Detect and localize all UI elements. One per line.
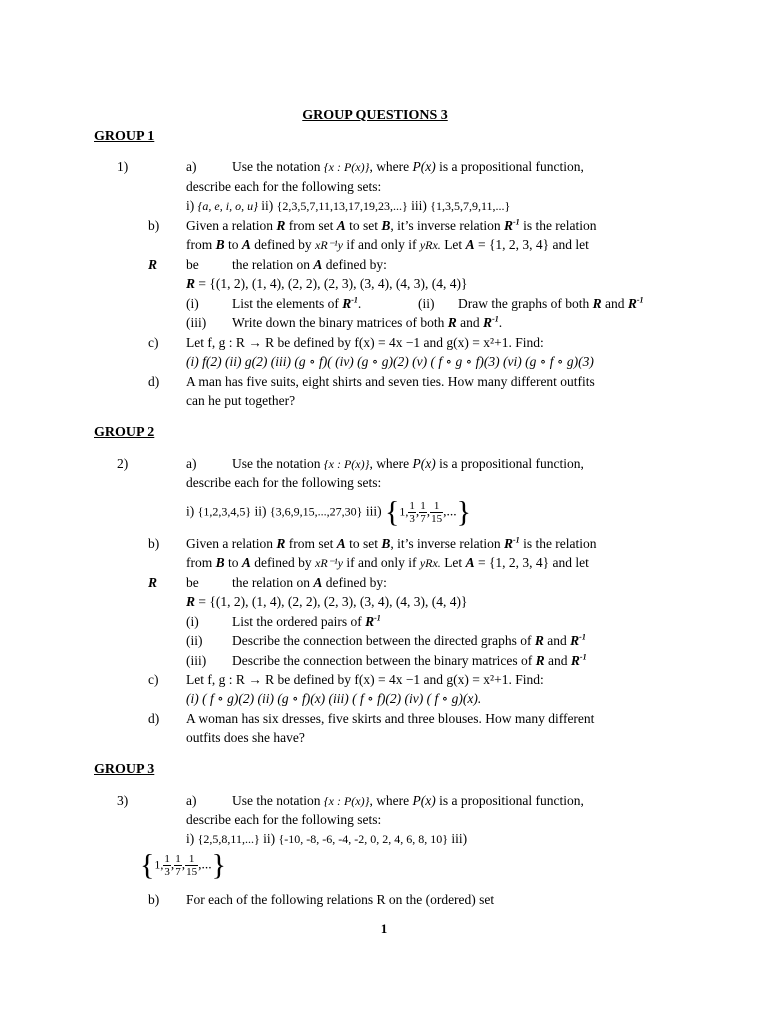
question-2b-relation: R = {(1, 2), (1, 4), (2, 2), (2, 3), (3, 4), (4, 3), (4, 4)} — [186, 594, 468, 609]
question-1d-line2: can he put together? — [186, 393, 296, 408]
page-number: 1 — [380, 921, 388, 936]
part-label: a) — [186, 159, 197, 174]
question-3a-line1: 3) a) Use the notation {x : P(x)}, where P(x) is a propositional function, — [117, 793, 584, 808]
question-1b-relation: R = {(1, 2), (1, 4), (2, 2), (2, 3), (3, 4), (4, 3), (4, 4)} — [186, 276, 468, 291]
question-1d-line1: d) A man has five suits, eight shirts and seven ties. How many different outfits — [148, 374, 595, 389]
question-2d-line2: outfits does she have? — [186, 730, 305, 745]
question-2b-line2: from B to A defined by xR⁻¹y if and only if yRx. Let A = {1, 2, 3, 4} and let — [186, 555, 589, 570]
question-1b-line3: R be the relation on A defined by: — [148, 257, 387, 272]
question-1b-line2: from B to A defined by xR⁻¹y if and only if yRx. Let A = {1, 2, 3, 4} and let — [186, 237, 589, 252]
group-2-heading: GROUP 2 — [94, 425, 155, 440]
question-2d-line1: d) A woman has six dresses, five skirts and three blouses. How many different — [148, 711, 595, 726]
question-2b-line1: b) Given a relation R from set A to set B, it’s inverse relation $R^{-1}$ is the relation — [148, 535, 597, 551]
question-1c-line2: (i) f(2) (ii) g(2) (iii) (g ∘ f)( (iv) (g ∘ g)(2) (v) ( f ∘ g ∘ f)(3) (vi) (g ∘ f ∘ g)(3) — [186, 354, 594, 369]
question-1a-line1 — [0, 157, 768, 177]
question-1a-sets: i) {a, e, i, o, u} ii) {2,3,5,7,11,13,17,19,23,...} iii) {1,3,5,7,9,11,...} — [186, 198, 511, 213]
question-2a-sets: i) {1,2,3,4,5} ii) {3,6,9,15,...,27,30} iii) {1, $\frac{1}{3}$ , $\frac{1}{7}$ , $\frac{1}{15}$ ,...} — [186, 495, 471, 529]
question-1c-line1: c) Let f, g : R → R be defined by f(x) = 4x −1 and g(x) = x²+1. Find: — [148, 335, 544, 350]
question-1b-line1: b) Given a relation R from set A to set B, it’s inverse relation $R^{-1}$ is the relation — [148, 217, 597, 233]
question-text: Use the notation {x : P(x)}, where P(x) is a propositional function, — [232, 159, 584, 174]
question-2a-line2: describe each for the following sets: — [186, 475, 382, 490]
question-2b-ii: (ii) Describe the connection between the directed graphs of R and $R^{-1}$ — [186, 632, 586, 648]
question-3a-set3: {1, $\frac{1}{3}$ , $\frac{1}{7}$ , $\frac{1}{15}$ ,...} — [140, 848, 227, 882]
question-2b-line3: R be the relation on A defined by: — [148, 575, 387, 590]
question-3a-sets: i) {2,5,8,11,...} ii) {-10, -8, -6, -4, -2, 0, 2, 4, 6, 8, 10} iii) — [186, 831, 468, 846]
group-1-heading: GROUP 1 — [94, 129, 155, 144]
question-3b-line1: b) For each of the following relations R on the (ordered) set — [148, 892, 495, 907]
group-3-heading: GROUP 3 — [94, 762, 155, 777]
question-2c-line2: (i) ( f ∘ g)(2) (ii) (g ∘ f)(x) (iii) ( f ∘ f)(2) (iv) ( f ∘ g)(x). — [186, 691, 482, 706]
question-1b-i-ii: (i) List the elements of $R^{-1}$. (ii) Draw the graphs of both R and $R^{-1}$ — [186, 295, 644, 311]
question-1b-iii: (iii) Write down the binary matrices of both R and $R^{-1}$. — [186, 314, 503, 330]
question-2c-line1: c) Let f, g : R → R be defined by f(x) = 4x −1 and g(x) = x²+1. Find: — [148, 672, 544, 687]
question-2b-iii: (iii) Describe the connection between the binary matrices of R and $R^{-1}$ — [186, 652, 587, 668]
question-2a-line1: 2) a) Use the notation {x : P(x)}, where P(x) is a propositional function, — [117, 456, 584, 471]
question-1a-line2: describe each for the following sets: — [186, 179, 382, 194]
question-2b-i: (i) List the ordered pairs of $R^{-1}$ — [186, 613, 381, 629]
page-title: GROUP QUESTIONS 3 — [302, 108, 448, 123]
question-number: 1) — [117, 159, 129, 174]
question-3a-line2: describe each for the following sets: — [186, 812, 382, 827]
